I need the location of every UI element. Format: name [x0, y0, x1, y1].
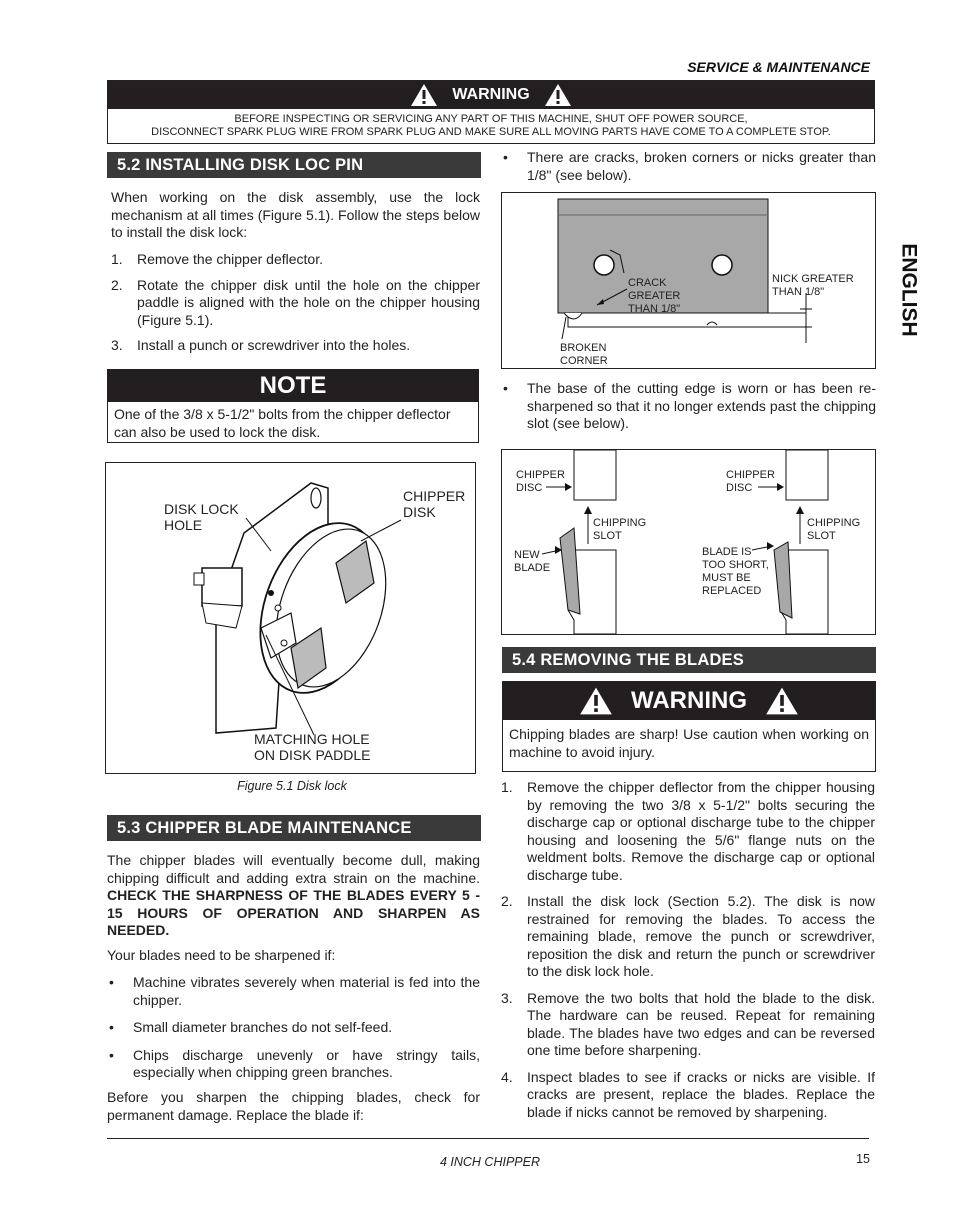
label-chipping-slot-1: CHIPPING SLOT — [593, 517, 647, 542]
warning-triangle-icon — [579, 686, 613, 716]
page-number: 15 — [856, 1152, 870, 1166]
section-5-3-intro: The chipper blades will eventually become dull, making chipping difficult and adding extra strain on the machine. CHECK THE SHARPNESS OF THE BLADES EVERY 5 - 15 HOURS OF OPERATION AND SHARPEN AS NEEDED. — [107, 852, 480, 938]
footer-divider — [107, 1138, 869, 1139]
section-5-2-heading: 5.2 INSTALLING DISK LOC PIN — [107, 152, 481, 178]
label-chipper-disc-2: CHIPPER DISC — [726, 469, 775, 494]
warning-triangle-icon — [410, 83, 438, 107]
sharpen-bullets — [107, 974, 480, 1082]
header-section-title: SERVICE & MAINTENANCE — [687, 59, 870, 75]
warning-title: WARNING — [452, 86, 530, 103]
sharpness-instruction: CHECK THE SHARPNESS OF THE BLADES EVERY 5 - 15 HOURS OF OPERATION AND SHARPEN AS NEEDED. — [107, 887, 480, 938]
list-item: 2. Install the disk lock (Section 5.2). The disk is now restrained for removing the blades. To access the remaining blade, remove the punch or screwdriver, reposition the disk and return the punch or screwdriver to the disk lock hole. — [501, 893, 875, 979]
list-item: • Machine vibrates severely when material is fed into the chipper. — [109, 974, 480, 1008]
list-item: 1. Remove the chipper deflector from the chipper housing by removing the two 3/8 x 5-1/2" bolts securing the discharge cap or optional discharge tube to the chipper housing and loosening the 5/6" flange nuts on the weldment bolts. Remove the discharge cap or optional discharge tube. — [501, 779, 875, 883]
note-title: NOTE — [108, 370, 478, 402]
warning-bar — [108, 81, 874, 109]
blade-warning-box — [502, 681, 876, 772]
label-disk-lock-hole: DISK LOCK HOLE — [164, 501, 239, 533]
warning-triangle-icon — [544, 83, 572, 107]
warning-text — [108, 109, 874, 139]
top-warning-box — [107, 80, 875, 144]
section-5-4-steps — [501, 779, 875, 1121]
label-crack: CRACK GREATER THAN 1/8" — [628, 277, 681, 315]
list-item: • Chips discharge unevenly or have stringy tails, especially when chipping green branches. — [109, 1046, 480, 1080]
list-item: 3. Install a punch or screwdriver into the holes. — [111, 337, 411, 353]
label-chipper-disk: CHIPPER DISK — [403, 488, 466, 520]
label-nick: NICK GREATER THAN 1/8" — [772, 273, 854, 298]
sharpen-if-text: Your blades need to be sharpened if: — [107, 947, 336, 963]
note-text: One of the 3/8 x 5-1/2" bolts from the chipper deflector can also be used to lock the disk. — [114, 406, 451, 440]
list-item: 3. Remove the two bolts that hold the blade to the disk. The hardware can be reused. Repeat for remaining blade. The blades have two edges and can be reversed one time before sharpening. — [501, 989, 875, 1058]
figure-5-1-box — [105, 462, 476, 774]
section-5-2-intro: When working on the disk assembly, use the lock mechanism at all times (Figure 5.1). Follow the steps below to install the disk lock: — [111, 189, 480, 240]
warning-line-1: BEFORE INSPECTING OR SERVICING ANY PART OF THIS MACHINE, SHUT OFF POWER SOURCE, — [234, 113, 748, 125]
list-item: 1. Remove the chipper deflector. — [111, 251, 323, 267]
before-sharpen-text: Before you sharpen the chipping blades, check for permanent damage. Replace the blade if: — [107, 1089, 480, 1123]
side-tab-english — [888, 240, 928, 340]
blade-warning-text: Chipping blades are sharp! Use caution when working on machine to avoid injury. — [509, 726, 869, 760]
note-box — [107, 369, 479, 443]
label-blade-too-short: BLADE IS TOO SHORT, MUST BE REPLACED — [702, 546, 769, 597]
section-5-3-heading: 5.3 CHIPPER BLADE MAINTENANCE — [107, 815, 481, 841]
section-5-2-steps — [111, 251, 480, 355]
warning-bar — [503, 682, 875, 720]
list-item: • Small diameter branches do not self-feed. — [109, 1019, 393, 1035]
label-new-blade: NEW BLADE — [514, 549, 551, 574]
footer-title: 4 INCH CHIPPER — [439, 1155, 541, 1169]
chipping-slot-figure — [501, 449, 876, 635]
label-matching-hole: MATCHING HOLE ON DISK PADDLE — [254, 731, 371, 763]
list-item: 2. Rotate the chipper disk until the hole on the chipper paddle is aligned with the hole on the chipper housing (Figure 5.1). — [111, 276, 480, 328]
figure-5-1-caption: Figure 5.1 Disk lock — [237, 779, 347, 793]
warning-line-2: DISCONNECT SPARK PLUG WIRE FROM SPARK PLUG AND MAKE SURE ALL MOVING PARTS HAVE COME TO A COMPLETE STOP. — [151, 126, 831, 138]
section-5-4-heading: 5.4 REMOVING THE BLADES — [502, 647, 876, 673]
warning-title: WARNING — [631, 687, 747, 714]
side-tab-text: ENGLISH — [897, 243, 921, 337]
list-item: 4. Inspect blades to see if cracks or nicks are visible. If cracks are present, replace the blades. Replace the blade if nicks cannot be removed by sharpening. — [501, 1068, 875, 1120]
label-chipper-disc-1: CHIPPER DISC — [516, 469, 565, 494]
blade-damage-figure — [501, 192, 876, 369]
label-broken-corner: BROKEN CORNER — [560, 342, 608, 367]
replace-bullet-1: • There are cracks, broken corners or nicks greater than 1/8" (see below). — [503, 149, 876, 183]
replace-bullet-2: • The base of the cutting edge is worn or has been re-sharpened so that it no longer extends past the chipping slot (see below). — [503, 380, 876, 431]
label-chipping-slot-2: CHIPPING SLOT — [807, 517, 861, 542]
warning-triangle-icon — [765, 686, 799, 716]
